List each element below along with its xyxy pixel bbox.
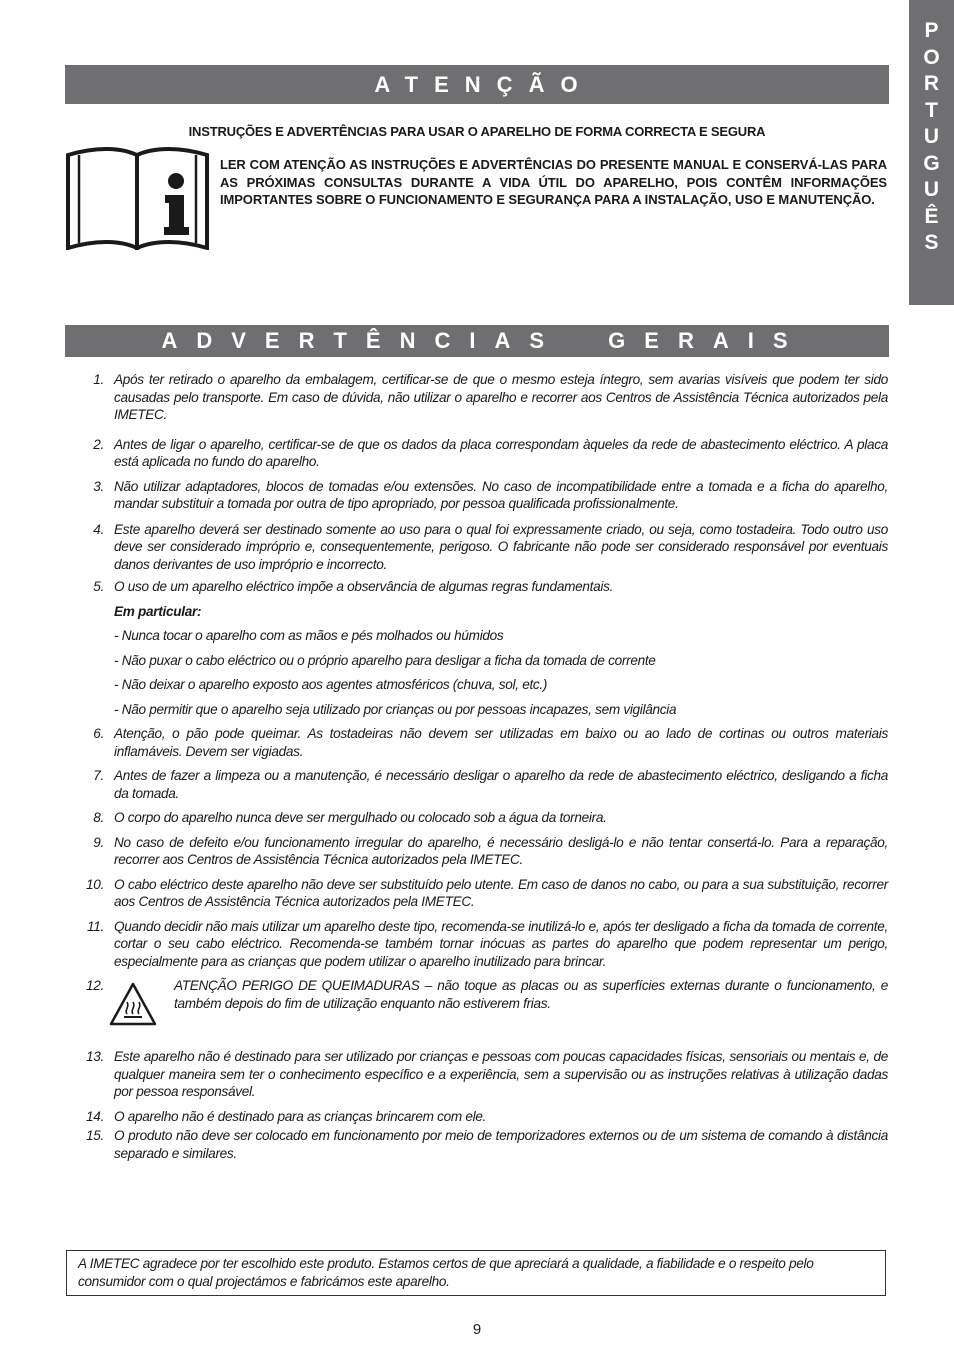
item-text: Antes de ligar o aparelho, certificar-se de que os dados da placa correspondam àqueles da rede de abastecimento eléctrico. A placa está aplicada no fundo do aparelho. (114, 436, 888, 469)
item-text: No caso de defeito e/ou funcionamento irregular do aparelho, é necessário desligá-lo e não tentar consertá-lo. Para a reparação, recorrer aos Centros de Assistência Técnica autorizados pela IMETEC. (114, 834, 888, 867)
list-item (83, 436, 888, 471)
item-text: O cabo eléctrico deste aparelho não deve ser substituído pelo utente. Em caso de danos no cabo, ou para a sua substituição, recorrer aos Centros de Assistência Técnica autorizados pela IMETEC. (114, 876, 888, 909)
list-item (83, 809, 888, 827)
list-item (83, 876, 888, 911)
particular-heading: Em particular: (114, 603, 202, 619)
attention-intro: LER COM ATENÇÃO AS INSTRUÇÕES E ADVERTÊNCIAS DO PRESENTE MANUAL E CONSERVÁ-LAS PARA AS PRÓXIMAS CONSULTAS DURANTE A VIDA ÚTIL DO APARELHO, POIS CONTÊM INFORMAÇÕES IMPORTANTES SOBRE O FUNCIONAMENTO E SEGURANÇA PARA A INSTALAÇÃO, USO E MANUTENÇÃO. (220, 157, 887, 207)
list-item (83, 1108, 888, 1126)
item-text: Este aparelho deverá ser destinado somente ao uso para o qual foi expressamente criado, ou seja, como tostadeira. Todo outro uso deve ser considerado impróprio e, consequentemente, perigoso. O fabricante não pode ser considerado responsável por eventuais danos derivantes de uso impróprio e incorrecto. (114, 521, 888, 572)
side-tab-letter: R (923, 72, 940, 95)
attention-subtitle: INSTRUÇÕES E ADVERTÊNCIAS PARA USAR O APARELHO DE FORMA CORRECTA E SEGURA (188, 124, 766, 139)
item-number: 11. (87, 918, 104, 934)
side-tab-letter: T (925, 98, 938, 122)
side-tab-letter: S (924, 231, 939, 254)
side-tab-letter: P (924, 19, 939, 42)
side-tab-letter: Ê (924, 204, 939, 228)
item-text: Antes de fazer a limpeza ou a manutenção, é necessário desligar o aparelho da rede de abastecimento eléctrico, desligando a ficha da tomada. (114, 768, 888, 801)
thank-you-note: A IMETEC agradece por ter escolhido este produto. Estamos certos de que apreciará a qualidade, a fiabilidade e o respeito pelo consumidor com o qual projectámos e fabricámos este aparelho. (66, 1250, 886, 1296)
particular-item: - Não puxar o cabo eléctrico ou o próprio aparelho para desligar a ficha da tomada de corrente (114, 652, 656, 668)
item-number: 6. (93, 726, 104, 741)
list-item (83, 478, 888, 513)
item-text: Atenção, o pão pode queimar. As tostadeiras não devem ser utilizadas em baixo ou ao lado de cortinas ou outros materiais inflamáveis. Devem ser vigiadas. (114, 726, 888, 759)
list-item (83, 977, 888, 1041)
item-number: 7. (93, 768, 104, 783)
item-number: 3. (93, 478, 104, 494)
item-number: 13. (86, 1049, 104, 1064)
item-number: 9. (93, 834, 104, 850)
list-item (83, 918, 888, 971)
particular-item: - Não permitir que o aparelho seja utilizado por crianças ou por pessoas incapazes, sem vigilância (114, 701, 677, 717)
item-number: 8. (93, 810, 104, 825)
item-text: O aparelho não é destinado para as crianças brincarem com ele. (114, 1108, 487, 1124)
item-number: 1. (93, 372, 104, 387)
side-tab-letter: O (923, 45, 940, 69)
item-number: 12. (86, 978, 104, 993)
list-item (83, 767, 888, 802)
language-side-tab (909, 0, 954, 305)
warnings-list (83, 371, 888, 1162)
item-number: 4. (93, 521, 104, 537)
side-tab-letter: G (923, 151, 940, 175)
side-tab-letter: U (923, 125, 940, 148)
item-number: 15. (86, 1128, 104, 1143)
list-item (83, 371, 888, 424)
item-number: 5. (93, 579, 104, 594)
item-number: 2. (93, 436, 104, 452)
list-item (83, 1127, 888, 1162)
list-item (83, 578, 888, 596)
item-text: Não utilizar adaptadores, blocos de tomadas e/ou extensões. No caso de incompatibilidade entre a tomada e a ficha do aparelho, mandar substituir a tomada por outra de tipo apropriado, por pessoa qualificada profissionalmente. (114, 478, 888, 511)
list-item (83, 1048, 888, 1101)
item-number: 10. (86, 876, 104, 892)
particular-item: - Nunca tocar o aparelho com as mãos e pés molhados ou húmidos (114, 628, 504, 643)
item-text: O corpo do aparelho nunca deve ser mergulhado ou colocado sob a água da torneira. (114, 810, 607, 825)
list-item (83, 725, 888, 760)
item-text: Este aparelho não é destinado para ser utilizado por crianças e pessoas com poucas capacidades físicas, sensoriais ou mentais e, de qualquer maneira sem ter o conhecimento específico e a experiência, sem a supervisão ou as instruções relativas à utilização dadas por pessoa responsável. (114, 1049, 888, 1099)
page-number: 9 (472, 1321, 482, 1338)
attention-banner: ATENÇÃO (65, 65, 889, 104)
list-item (83, 834, 888, 869)
hot-surface-warning-icon (108, 981, 158, 1027)
side-tab-letter: U (923, 178, 940, 201)
item-text: O produto não deve ser colocado em funcionamento por meio de temporizadores externos ou de um sistema de comando à distância separado e similares. (114, 1128, 888, 1161)
item-text: ATENÇÃO PERIGO DE QUEIMADURAS – não toque as placas ou as superfícies externas durante o funcionamento, e também depois do fim de utilização enquanto não estiverem frias. (174, 978, 888, 1011)
item-text: Após ter retirado o aparelho da embalagem, certificar-se de que o mesmo esteja íntegro, sem avarias visíveis que podem ter sido causadas pelo transporte. Em caso de dúvida, não utilizar o aparelho e recorrer aos Centros de Assistência Técnica autorizados pela IMETEC. (114, 372, 888, 422)
particular-item: - Não deixar o aparelho exposto aos agentes atmosféricos (chuva, sol, etc.) (114, 677, 548, 692)
info-book-icon (65, 147, 210, 250)
item-text: Quando decidir não mais utilizar um aparelho deste tipo, recomenda-se inutilizá-lo e, após ter desligado a ficha da tomada de corrente, cortar o seu cabo eléctrico. Recomenda-se também tornar inócuas as partes do aparelho que podem representar um perigo, especialmente para as crianças que podem utilizar o aparelho inutilizado para brincar. (114, 918, 888, 969)
item-number: 14. (86, 1108, 104, 1124)
list-item (83, 521, 888, 574)
general-warnings-banner: ADVERTÊNCIAS GERAIS (65, 325, 889, 357)
item-text: O uso de um aparelho eléctrico impõe a observância de algumas regras fundamentais. (114, 579, 614, 594)
